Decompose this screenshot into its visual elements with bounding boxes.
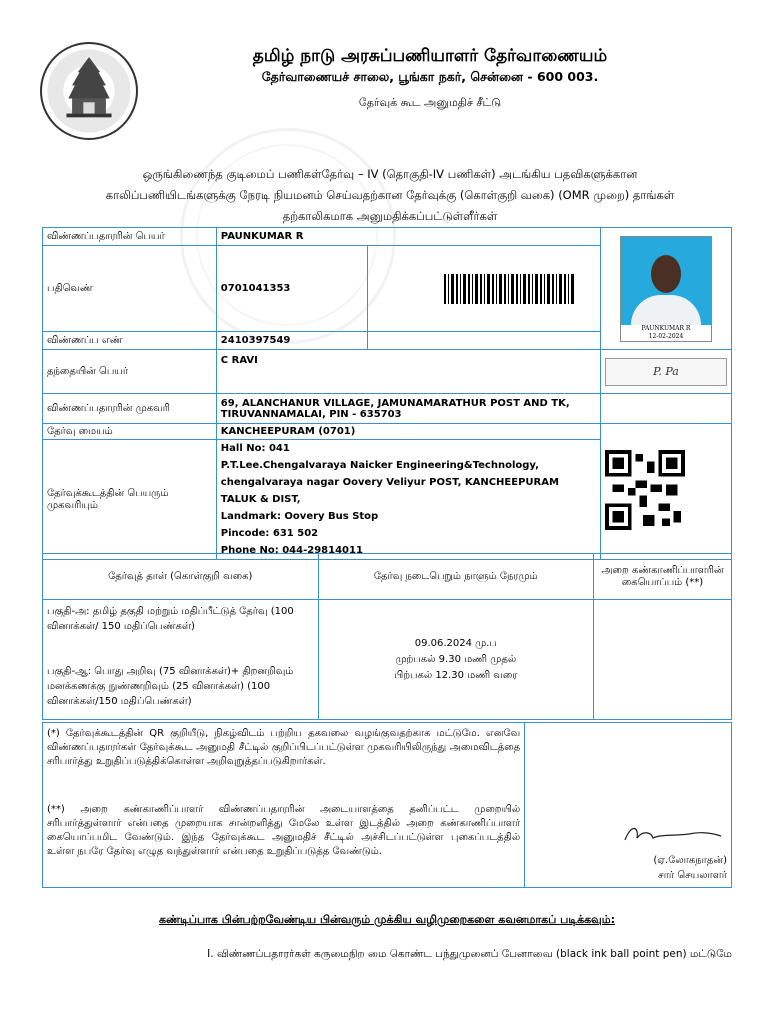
candidate-signature: P. Pa (605, 358, 727, 386)
commission-address: தேர்வாணையச் சாலை, பூங்கா நகர், சென்னை - 600 003. (261, 69, 599, 84)
desc-line: தற்காலிகமாக அனுமதிக்கப்பட்டுள்ளீர்கள் (282, 209, 498, 223)
centre-label: தேர்வு மையம் (43, 424, 217, 440)
app-label: விண்ணப்ப எண் (43, 332, 217, 350)
name-label: விண்ணப்பதாரரின் பெயர் (43, 228, 217, 246)
paper-header: தேர்வுத் தாள் (கொள்குறி வகை) (43, 554, 319, 600)
instructions-heading: கண்டிப்பாக பின்பற்றவேண்டிய பின்வரும் முக்கிய வழிமுறைகளை கவனமாகப் படிக்கவும்: (159, 913, 615, 926)
notes-cell (43, 723, 525, 888)
venue-line: Phone No: 044-29814011 (220, 545, 363, 556)
candidate-photo: PAUNKUMAR R 12-02-2024 (620, 236, 712, 342)
exam-time-to: பிற்பகல் 12.30 மணி வரை (394, 669, 518, 681)
venue-line: chengalvaraya nagar Oovery Veliyur POST, KANCHEEPURAM TALUK & DIST, (220, 477, 559, 505)
exam-centre: KANCHEEPURAM (0701) (216, 424, 600, 440)
official-signature-icon (617, 820, 727, 848)
part-a: பகுதி-அ: தமிழ் தகுதி மற்றும் மதிப்பீட்டுத் தேர்வு (100 வினாக்கள்/ 150 மதிப்பெண்கள்) (47, 606, 294, 632)
reg-number: 0701041353 (216, 246, 367, 332)
paper-parts (43, 600, 319, 720)
exam-date: 09.06.2024 மு.ப (414, 637, 497, 649)
empty-cell (600, 394, 731, 424)
venue-label: தேர்வுக்கூடத்தின் பெயரும் முகவரியும் (43, 440, 217, 560)
commission-title: தமிழ் நாடு அரசுப்பணியாளர் தேர்வாணையம் (252, 46, 608, 66)
desc-line: ஒருங்கிணைந்த குடிமைப் பணிகள்தேர்வு – IV (தொகுதி-IV பணிகள்) அடங்கிய பதவிகளுக்கான (142, 167, 638, 181)
datetime-header: தேர்வு நடைபெறும் நாளும் நேரமும் (318, 554, 594, 600)
barcode (444, 274, 574, 304)
qr-cell (600, 424, 731, 560)
candidate-address: 69, ALANCHANUR VILLAGE, JAMUNAMARATHUR POST AND TK, TIRUVANNAMALAI, PIN - 635703 (216, 394, 600, 424)
venue-line: Pincode: 631 502 (220, 528, 319, 539)
document-type: தேர்வுக் கூட அனுமதிச் சீட்டு (358, 96, 502, 109)
tnpsc-logo (40, 42, 138, 140)
invigilator-signature (594, 600, 732, 720)
barcode-cell (367, 246, 600, 332)
venue-address (216, 440, 600, 560)
qr-code-icon (605, 450, 685, 530)
photo-cell (600, 228, 731, 350)
desc-line: காலிப்பணியிடங்களுக்கு நேரடி நியமனம் செய்வதற்கான தேர்வுக்கு (கொள்குறி வகை) (OMR முறை) தாங்கள் (105, 188, 675, 202)
candidate-name: PAUNKUMAR R (216, 228, 600, 246)
invigilator-header: அறை கண்காணிப்பாளரின் கையொப்பம் (**) (594, 554, 732, 600)
venue-line: P.T.Lee.Chengalvaraya Naicker Engineering&Technology, (220, 460, 539, 471)
reg-label: பதிவெண் (43, 246, 217, 332)
father-name: C RAVI (216, 350, 600, 394)
venue-line: Hall No: 041 (220, 443, 290, 454)
exam-time-from: முற்பகல் 9.30 மணி முதல் (395, 653, 517, 665)
exam-description (70, 164, 710, 227)
exam-schedule-table (42, 553, 732, 720)
empty-cell (367, 332, 600, 350)
note-invigilator: (**) அறை கண்காணிப்பாளர் விண்ணப்பதாரரின் அடையாளத்தை தனிப்பட்ட முறையில் சரிபார்த்துள்ளார் என்பதை முறையாக சான்றளித்து மேலே உள்ள இடத்தில் அறை கண்காணிப்பாளர் கையொப்பமிட வேண்டும். இந்த தேர்வுக்கூட அனுமதிச் சீட்டில் அச்சிடப்பட்டுள்ள புகைப்படத்தில் உள்ள நபரே தேர்வு எழுத வந்துள்ளார் என்பதை உறுதிப்படுத்த வேண்டும். (47, 804, 521, 857)
gopuram-emblem-icon (42, 44, 136, 138)
father-label: தந்தையின் பெயர் (43, 350, 217, 394)
instruction-item: I. விண்ணப்பதாரர்கள் கருமைநிற மை கொண்ட பந்துமுனைப் பேனாவை (black ink ball point pen) மட்டுமே (207, 948, 732, 960)
venue-line: Landmark: Oovery Bus Stop (220, 511, 379, 522)
official-name: (ஏ.லோகநாதன்) (653, 855, 727, 866)
note-qr: (*) தேர்வுக்கூடத்தின் QR குறியீடு, நிகழ்விடம் பற்றிய தகவலை வழங்குவதற்காக மட்டுமே. எனவே விண்ணப்பதாரர்கள் தேர்வுக்கூட அனுமதி சீட்டில் குறிப்பிடப்பட்டுள்ள முகவரியிலிருந்து அமைவிடத்தை சரிபார்த்து உறுதிப்படுத்திக்கொள்ள அறிவுறுத்தப்படுகிறார்கள். (47, 728, 521, 767)
exam-datetime (318, 600, 594, 720)
signature-cell (600, 350, 731, 394)
official-cell (525, 723, 732, 888)
official-title: சார் செயலாளர் (658, 870, 727, 881)
address-label: விண்ணப்பதாரரின் முகவரி (43, 394, 217, 424)
app-number: 2410397549 (216, 332, 367, 350)
candidate-details-table (42, 227, 732, 560)
notes-table (42, 722, 732, 888)
part-b: பகுதி-ஆ: பொது அறிவு (75 வினாக்கள்)+ திறனறிவும் மனக்கணக்கு நுண்ணறிவும் (25 வினாக்கள்) (100 வினாக்கள்/150 மதிப்பெண்கள்) (47, 666, 294, 707)
